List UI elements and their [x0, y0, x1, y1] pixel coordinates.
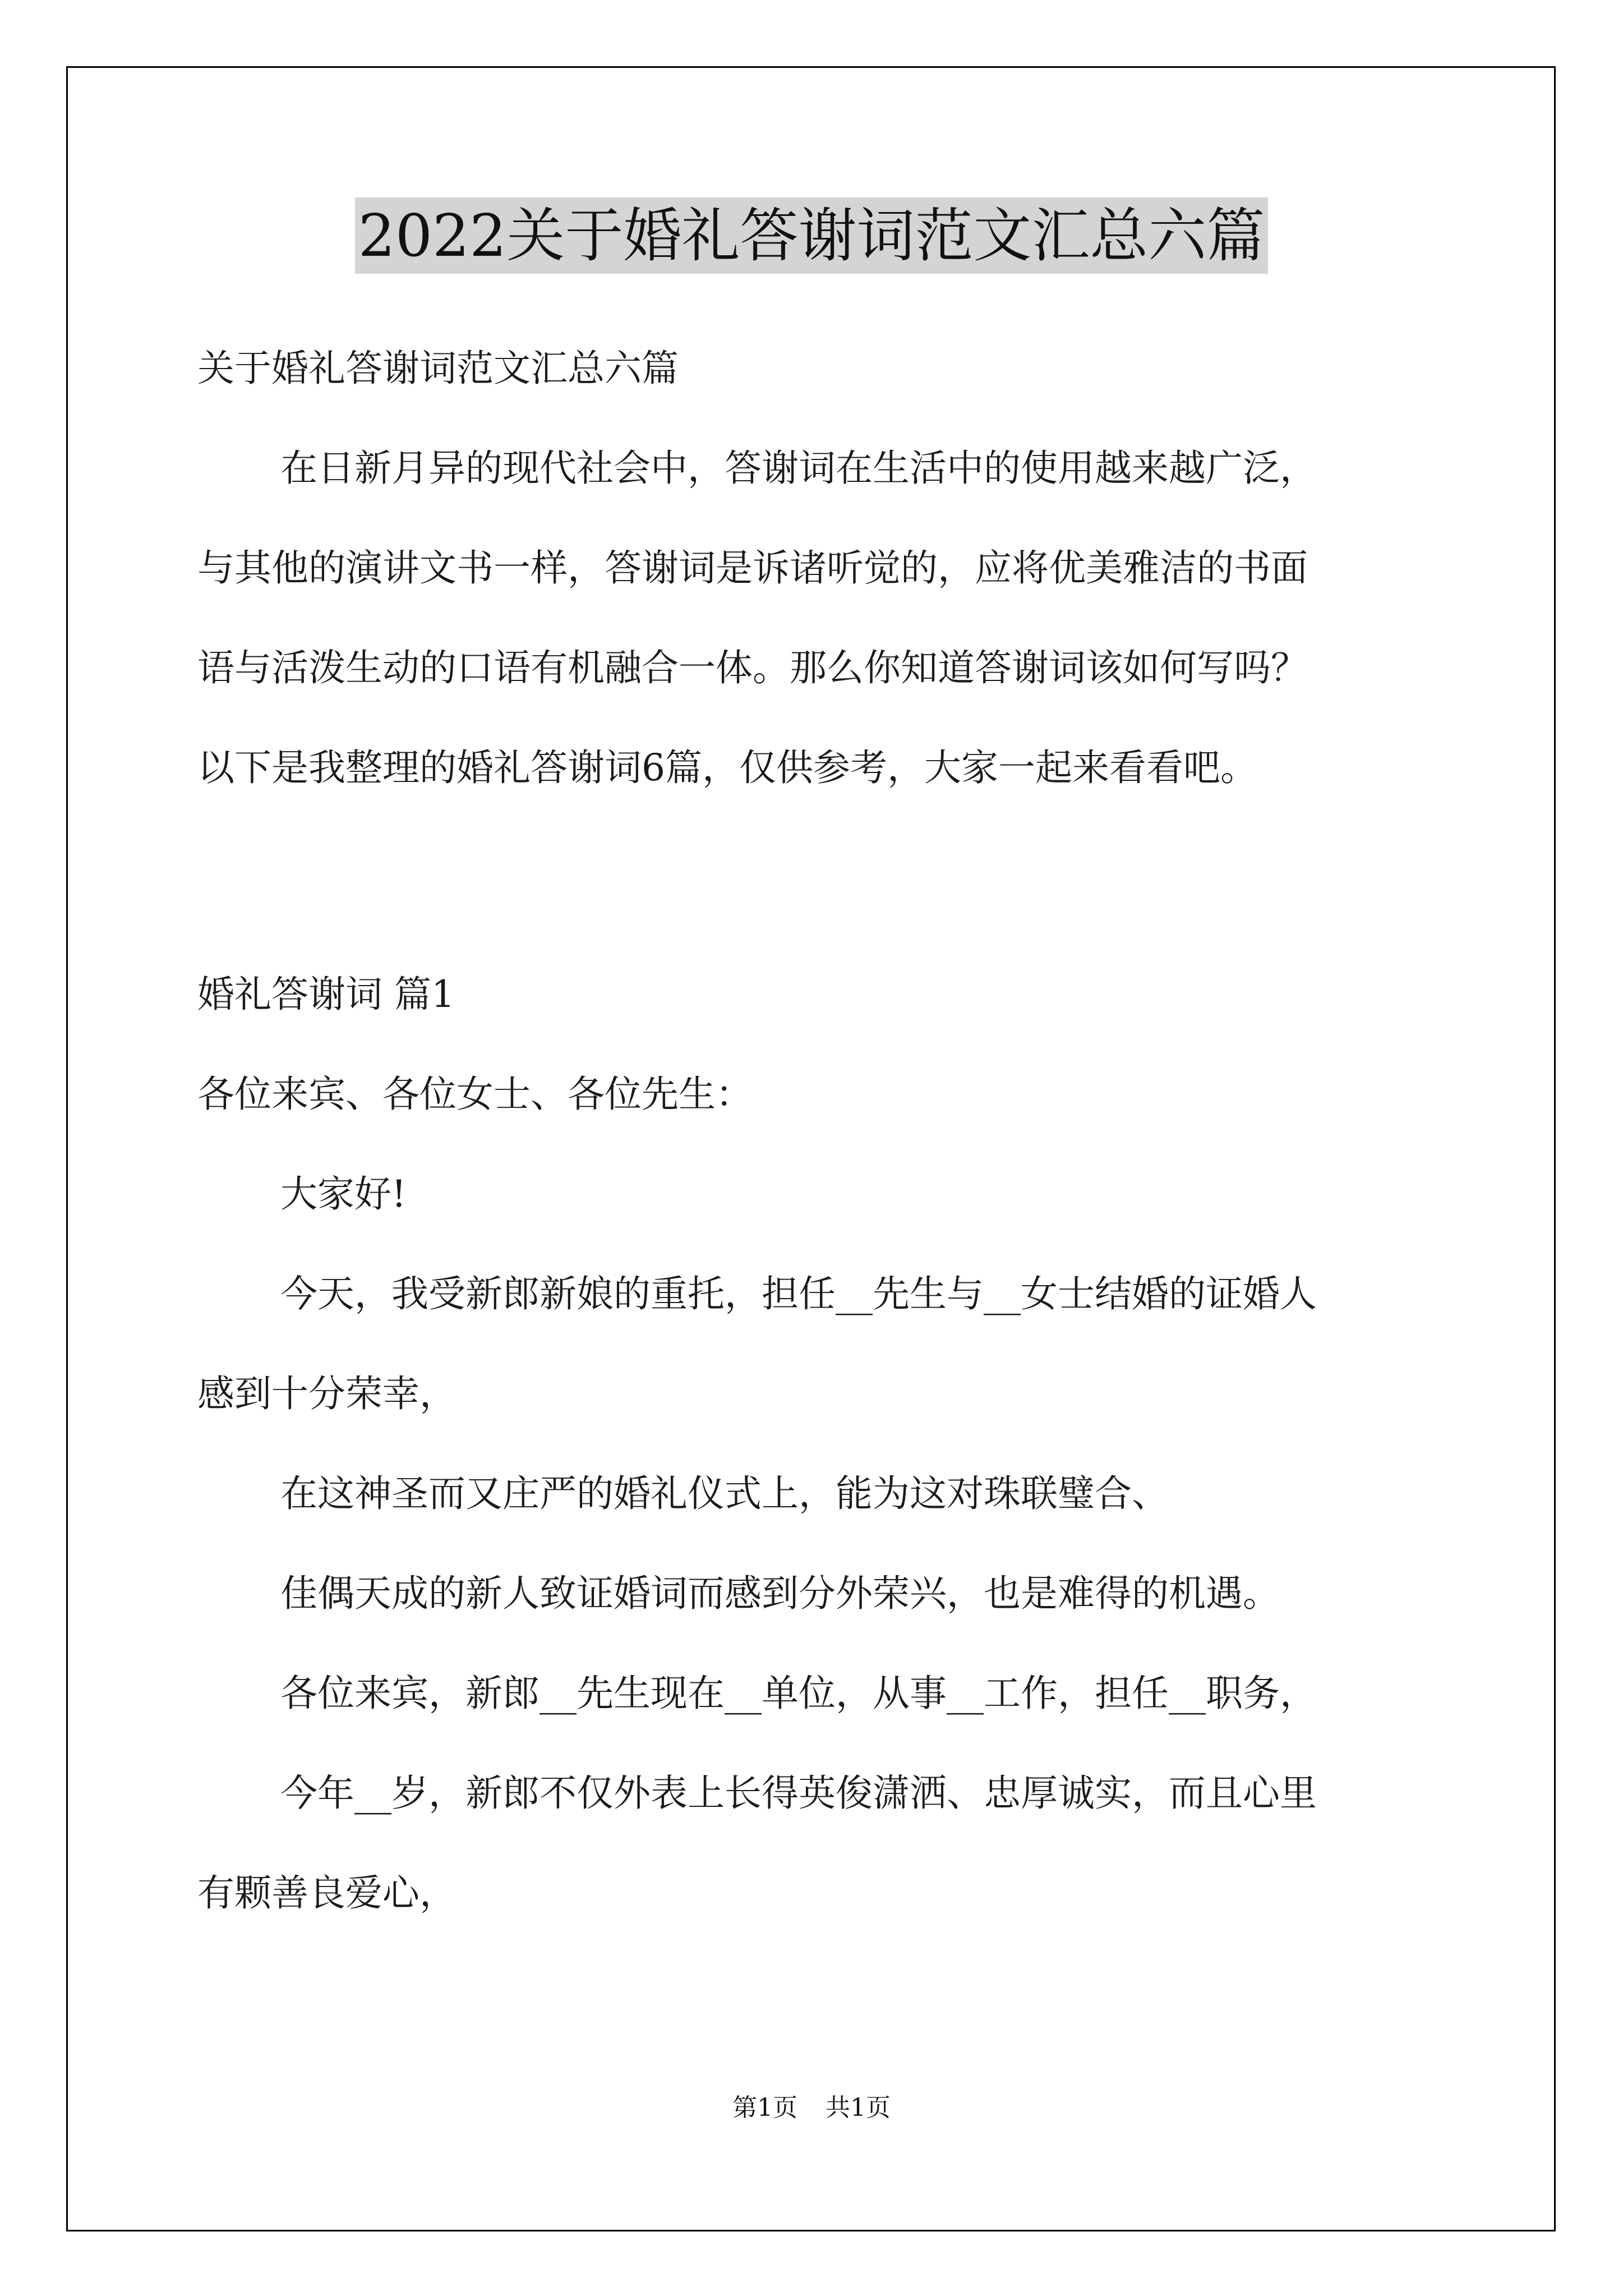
intro-line-2: 与其他的演讲文书一样，答谢词是诉诸听觉的，应将优美雅洁的书面: [197, 546, 1308, 590]
greeting: 大家好!: [280, 1172, 407, 1216]
intro-line-1: 在日新月异的现代社会中，答谢词在生活中的使用越来越广泛，: [280, 447, 1317, 490]
page-footer: [0, 2091, 1623, 2125]
intro-line-4: 以下是我整理的婚礼答谢词6篇，仅供参考，大家一起来看看吧。: [197, 746, 1257, 789]
page-number-total: 共1页: [826, 2093, 891, 2122]
salutation: 各位来宾、各位女士、各位先生：: [197, 1073, 753, 1116]
intro-line-3: 语与活泼生动的口语有机融合一体。那么你知道答谢词该如何写吗？: [197, 646, 1308, 689]
body-line-4: 佳偶天成的新人致证婚词而感到分外荣兴，也是难得的机遇。: [280, 1572, 1280, 1615]
section-heading: 婚礼答谢词 篇1: [197, 973, 455, 1016]
body-line-2: 感到十分荣幸，: [197, 1372, 457, 1415]
page-number-current: 第1页: [732, 2093, 797, 2122]
document-title: 2022关于婚礼答谢词范文汇总六篇: [355, 197, 1269, 274]
body-line-5: 各位来宾，新郎__先生现在__单位，从事__工作，担任__职务，: [280, 1672, 1317, 1715]
body-line-7: 有颗善良爱心，: [197, 1871, 457, 1915]
body-line-3: 在这神圣而又庄严的婚礼仪式上，能为这对珠联璧合、: [280, 1472, 1169, 1515]
body-line-6: 今年__岁，新郎不仅外表上长得英俊潇洒、忠厚诚实，而且心里: [280, 1772, 1317, 1815]
document-subtitle: 关于婚礼答谢词范文汇总六篇: [197, 347, 679, 390]
title-container: [0, 197, 1623, 274]
body-line-1: 今天，我受新郎新娘的重托，担任__先生与__女士结婚的证婚人: [280, 1272, 1317, 1315]
